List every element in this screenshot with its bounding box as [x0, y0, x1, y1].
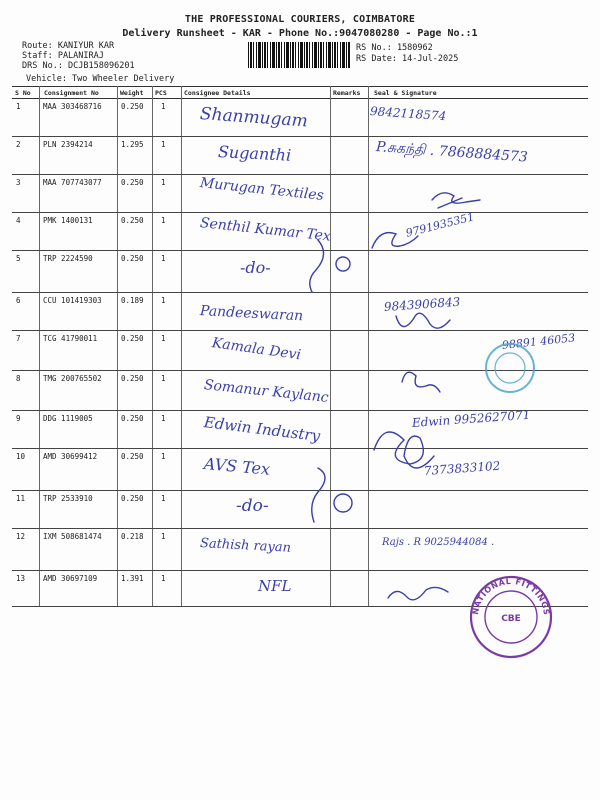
cell-pcs: 1: [161, 494, 166, 503]
cell-sno: 9: [16, 414, 21, 423]
cell-consignment: IXM 508681474: [43, 532, 102, 541]
cell-consignment: PLN 2394214: [43, 140, 93, 149]
handwritten-consignee: Murugan Textiles: [199, 175, 325, 204]
cell-sno: 8: [16, 374, 21, 383]
handwritten-consignee: Kamala Devi: [210, 335, 302, 364]
cell-consignment: PMK 1400131: [43, 216, 93, 225]
signature-scrawl: [432, 193, 480, 203]
svg-text:CBE: CBE: [501, 614, 521, 624]
handwritten-signature: Edwin 9952627071: [411, 407, 531, 430]
handwritten-consignee: Somanur Kaylanc: [203, 377, 330, 407]
cell-consignment: TCG 41790011: [43, 334, 98, 343]
handwritten-consignee: Shanmugam: [199, 103, 309, 132]
cell-sno: 3: [16, 178, 21, 187]
staff-label: Staff: PALANIRAJ: [22, 51, 104, 61]
rs-date: RS Date: 14-Jul-2025: [356, 54, 459, 64]
cell-pcs: 1: [161, 452, 166, 461]
handwritten-signature: 9842118574: [369, 104, 447, 124]
cell-consignment: TMG 200765502: [43, 374, 102, 383]
cell-sno: 4: [16, 216, 21, 225]
cell-pcs: 1: [161, 254, 166, 263]
cell-weight: 0.218: [121, 532, 144, 541]
handwritten-signature: 9791935351: [404, 209, 476, 240]
header-consignment: Consignment No: [44, 89, 99, 97]
cell-consignment: TRP 2224590: [43, 254, 93, 263]
handwritten-signature: P.சுகந்தி . 7868884573: [375, 139, 529, 166]
signature-scrawl: [336, 257, 350, 271]
handwritten-signature: 9843906843: [383, 294, 461, 314]
cell-weight: 0.189: [121, 296, 144, 305]
cell-pcs: 1: [161, 532, 166, 541]
cell-pcs: 1: [161, 334, 166, 343]
company-stamp: [468, 574, 554, 660]
cell-weight: 1.391: [121, 574, 144, 583]
handwritten-signature: Rajs . R 9025944084 .: [382, 537, 495, 548]
cell-consignment: MAA 303468716: [43, 102, 102, 111]
cell-weight: 0.250: [121, 216, 144, 225]
signature-scrawl: [312, 468, 325, 522]
round-seal: [484, 342, 536, 394]
handwritten-consignee: Senthil Kumar Tex: [199, 215, 332, 245]
cell-sno: 12: [16, 532, 26, 541]
signature-scrawl: [372, 233, 418, 248]
header-pcs: PCS: [155, 89, 167, 97]
cell-consignment: TRP 2533910: [43, 494, 93, 503]
cell-weight: 0.250: [121, 374, 144, 383]
cell-pcs: 1: [161, 574, 166, 583]
cell-consignment: AMD 30699412: [43, 452, 98, 461]
cell-sno: 7: [16, 334, 21, 343]
cell-pcs: 1: [161, 140, 166, 149]
signature-scrawl: [334, 494, 352, 512]
handwritten-signature: 98891 46053: [501, 330, 576, 352]
cell-weight: 0.250: [121, 178, 144, 187]
signature-scrawl: [396, 313, 450, 328]
handwritten-consignee: Pandeeswaran: [199, 303, 304, 325]
handwritten-consignee: -do-: [240, 258, 271, 277]
cell-sno: 6: [16, 296, 21, 305]
cell-sno: 5: [16, 254, 21, 263]
handwritten-consignee: Edwin Industry: [202, 412, 322, 445]
header-seal: Seal & Signature: [374, 89, 437, 97]
header-sno: S No: [15, 89, 31, 97]
cell-weight: 0.250: [121, 452, 144, 461]
cell-pcs: 1: [161, 296, 166, 305]
handwritten-consignee: Suganthi: [217, 142, 292, 165]
cell-weight: 1.295: [121, 140, 144, 149]
cell-weight: 0.250: [121, 254, 144, 263]
cell-sno: 2: [16, 140, 21, 149]
page-number: Page No.:1: [417, 28, 478, 39]
signature-scrawl: [310, 240, 324, 292]
cell-weight: 0.250: [121, 102, 144, 111]
signature-scrawl: [388, 587, 448, 599]
svg-text:NATIONAL FITTINGS: NATIONAL FITTINGS: [470, 576, 552, 616]
cell-pcs: 1: [161, 178, 166, 187]
cell-weight: 0.250: [121, 494, 144, 503]
cell-weight: 0.250: [121, 334, 144, 343]
handwritten-consignee: Sathish rayan: [199, 535, 292, 556]
rs-number: RS No.: 1580962: [356, 43, 433, 53]
cell-sno: 10: [16, 452, 26, 461]
header-weight: Weight: [120, 89, 144, 97]
handwritten-consignee: AVS Tex: [203, 454, 271, 479]
handwritten-consignee: -do-: [236, 495, 269, 516]
handwritten-signature: 7373833102: [423, 458, 501, 478]
signature-scrawl: [374, 432, 434, 468]
route-label: Route: KANIYUR KAR: [22, 41, 115, 51]
vehicle-label: Vehicle: Two Wheeler Delivery: [26, 74, 175, 84]
cell-consignment: MAA 707743077: [43, 178, 102, 187]
signature-scrawl: [402, 372, 440, 392]
cell-sno: 1: [16, 102, 21, 111]
cell-pcs: 1: [161, 374, 166, 383]
subtitle-text: Delivery Runsheet - KAR - Phone No.:9047080280 -: [122, 28, 412, 39]
cell-weight: 0.250: [121, 414, 144, 423]
cell-pcs: 1: [161, 102, 166, 111]
cell-pcs: 1: [161, 216, 166, 225]
page-title: THE PROFESSIONAL COURIERS, COIMBATORE: [184, 14, 416, 25]
handwritten-consignee: NFL: [258, 576, 292, 595]
cell-consignment: AMD 30697109: [43, 574, 98, 583]
cell-sno: 13: [16, 574, 26, 583]
header-remarks: Remarks: [333, 89, 361, 97]
drs-number: DRS No.: DCJB158096201: [22, 61, 135, 71]
cell-consignment: CCU 101419303: [43, 296, 102, 305]
cell-pcs: 1: [161, 414, 166, 423]
cell-consignment: DDG 1119005: [43, 414, 93, 423]
header-consignee: Consignee Details: [184, 89, 251, 97]
cell-sno: 11: [16, 494, 26, 503]
